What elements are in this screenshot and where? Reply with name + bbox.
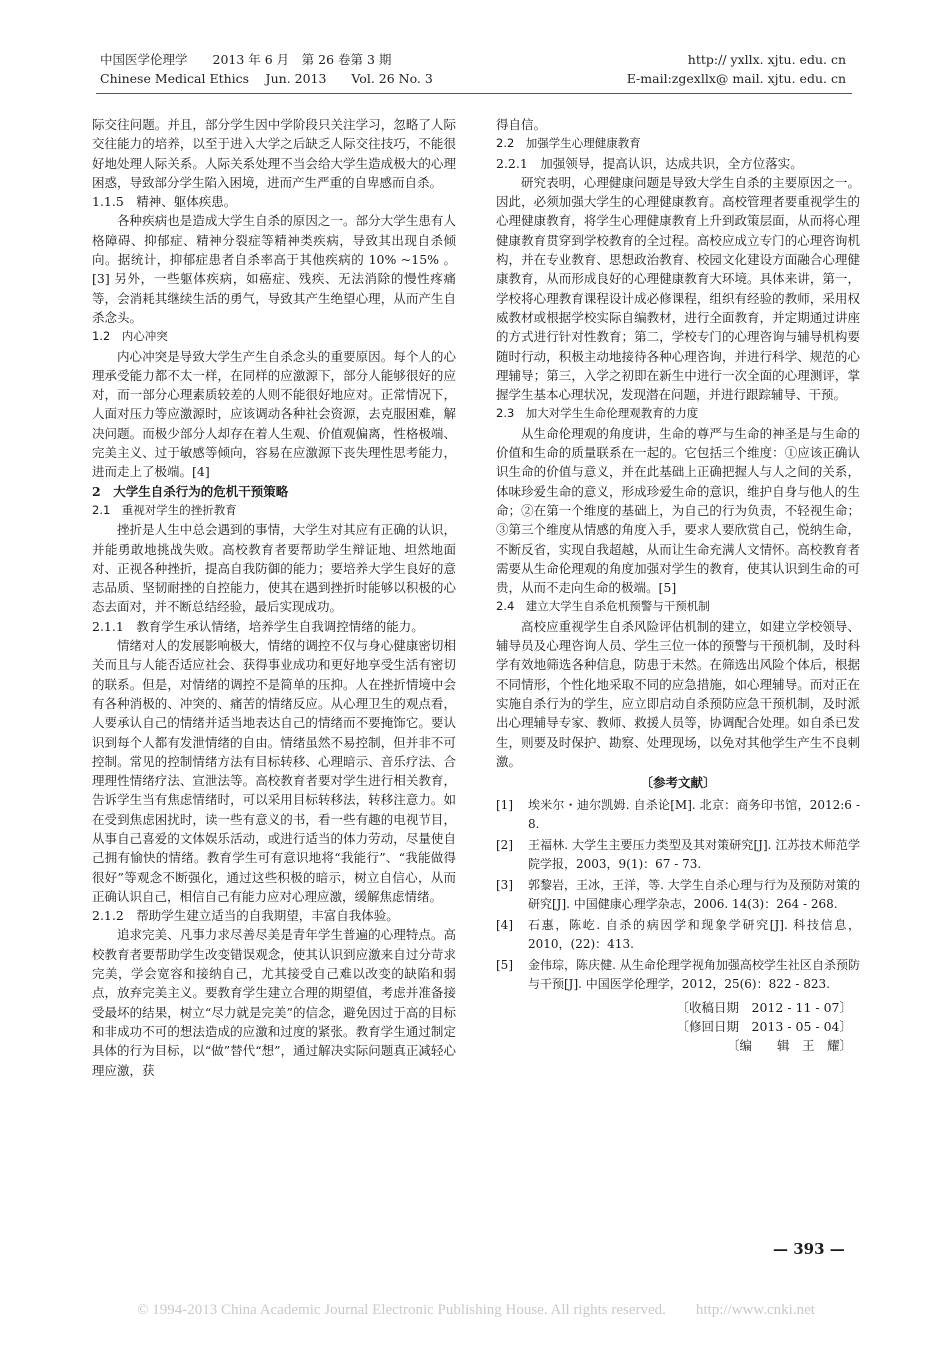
paragraph: 挫折是人生中总会遇到的事情，大学生对其应有正确的认识，并能勇敢地挑战失败。高校教育者要帮助学生辩证地、坦然地面对、正视各种挫折，提高自我防御的能力；要培养大学生良好的意志品质、坚韧耐挫的自控能力，使其在遇到挫折时能够以积极的心态去面对，并不断总结经验，最后实现成功。 [92,522,456,615]
paragraph: 追求完美、凡事力求尽善尽美是青年学生普遍的心理特点。高校教育者要帮助学生改变错误观念，使其认识到应激来自过分苛求完美，学会宽容和接纳自己，尤其接受自己难以改变的缺陷和弱点，放弃完美主义。要教育学生建立合理的期望值，考虑并准备接受最坏的结果，树立“尽力就是完美”的信念，避免因过于高的目标和非成功不可的想法造成的应激和过度的紧张。教育学生通过制定具体的行为目标，以“做”替代“想”，通过解决实际问题真正减轻心理应激，获 [92,927,456,1078]
reference-text: 石惠，陈屹. 自杀的病因学和现象学研究[J]. 科技信息，2010，(22)：413. [528,918,860,952]
journal-header-en: Chinese Medical Ethics Jun. 2013 Vol. 26 No. 3 [100,71,433,86]
reference-item [496,956,860,994]
right-column-text [496,115,860,771]
section-heading: 1.1.5 精神、躯体疾患。 [92,194,237,210]
paragraph: 内心冲突是导致大学生产生自杀念头的重要原因。每个人的心理承受能力都不太一样，在同样的应激源下，部分人能够很好的应对，而一部分心理素质较差的人则不能很好地应对。正常情况下，人面对压力等应激源时，应该调动各种社会资源，去克服困难，解决问题。而极少部分人却存在着人生观、价值观偏离，性格极端、完美主义、过于敏感等倾向，容易在应激源下丧失理性思考能力，进而走上了极端。[4] [92,348,456,480]
reference-text: 王福林. 大学生主要压力类型及其对策研究[J]. 江苏技术师范学院学报，2003，9(1)：67 - 73. [528,838,860,872]
copyright-watermark: © 1994-2013 China Academic Journal Electronic Publishing House. All rights reserved. http://www.cnki.net [137,1302,815,1318]
reference-number: [2] [496,838,513,853]
journal-url: http:// yxllx. xjtu. edu. cn [687,52,846,67]
references-list [496,796,860,994]
reference-text: 郭黎岩，王冰，王洋，等. 大学生自杀心理与行为及预防对策的研究[J]. 中国健康心理学杂志，2006. 14(3)：264 - 268. [528,878,860,912]
section-heading: 2 大学生自杀行为的危机干预策略 [92,483,289,499]
journal-email: E-mail:zgexllx@ mail. xjtu. edu. cn [626,71,846,86]
paragraph: 高校应重视学生自杀风险评估机制的建立，如建立学校领导、辅导员及心理咨询人员、学生三位一体的预警与干预机制，及时科学有效地筛选各种信息，防患于未然。在筛选出风险个体后，根据不同情形，个性化地采取不同的应急措施，如心理辅导。而对正在实施自杀行为的学生，应立即启动自杀预防应急干预机制，及时派出心理辅导专家、教师、救援人员等，协调配合处理。如自杀已发生，则要及时保护、勘察、处理现场，以免对其他学生产生不良刺激。 [496,618,860,769]
section-heading: 2.1.1 教育学生承认情绪，培养学生自我调控情绪的能力。 [92,618,424,634]
section-heading: 2.2 加强学生心理健康教育 [496,136,641,151]
journal-header-left [100,50,433,88]
journal-header-cn: 中国医学伦理学 2013 年 6 月 第 26 卷第 3 期 [100,52,392,67]
section-heading: 2.1.2 帮助学生建立适当的自我期望，丰富自我体验。 [92,908,399,924]
reference-number: [5] [496,958,513,973]
reference-number: [4] [496,918,513,933]
paragraph: 际交往问题。并且，部分学生因中学阶段只关注学习，忽略了人际交往能力的培养，以至于进入大学之后缺乏人际交往技巧，不能很好地处理人际关系。人际关系处理不当会给大学生造成极大的心理困惑，导致部分学生陷入困境，进而产生严重的自卑感而自杀。 [92,117,456,190]
section-heading: 2.3 加大对学生生命伦理观教育的力度 [496,406,699,421]
section-heading: 2.2.1 加强领导，提高认识，达成共识，全方位落实。 [496,155,803,171]
paragraph: 各种疾病也是造成大学生自杀的原因之一。部分大学生患有人格障碍、抑郁症、精神分裂症等精神类疾病，导致其出现自杀倾向。据统计，抑郁症患者自杀率高于其他疾病的 10% ~15% 。[3] 另外，一些躯体疾病，如癌症、残疾、无法消除的慢性疼痛等，会消耗其继续生活的勇气，导致其产生绝望心理，从而产生自杀念头。 [92,213,456,325]
section-heading: 2.1 重视对学生的挫折教育 [92,502,237,517]
reference-item [496,796,860,834]
editor-line: 〔编 辑 王 耀〕 [726,1038,852,1054]
paragraph: 从生命伦理观的角度讲，生命的尊严与生命的神圣是与生命的价值和生命的质量联系在一起的。它包括三个维度：①应该正确认识生命的价值与意义，并在此基础上正确把握人与人之间的关系，体味珍爱生命的意义，形成珍爱生命的意识，维护自身与他人的生命；②在第一个维度的基础上，为自己的行为负责，不轻视生命；③第三个维度从情感的角度入手，要求人要欣赏自己，悦纳生命，不断反省，实现自我超越，从而让生命充满人文情怀。高校教育者需要从生命伦理观的角度加强对学生的教育，使其认识到生命的可贵，从而不走向生命的极端。[5] [496,425,860,596]
paragraph: 得自信。 [496,117,547,132]
reference-text: 金伟琮，陈庆健. 从生命伦理学视角加强高校学生社区自杀预防与干预[J]. 中国医学伦理学，2012，25(6)：822 - 823. [528,958,860,992]
revised-date: 〔修回日期 2013 - 05 - 04〕 [676,1019,852,1035]
reference-text: 埃米尔・迪尔凯姆. 自杀论[M]. 北京：商务印书馆，2012:6 - 8. [528,798,860,832]
journal-header-right [627,50,846,88]
header-rule [96,93,852,94]
reference-item [496,836,860,874]
section-heading: 2.4 建立大学生自杀危机预警与干预机制 [496,599,710,614]
reference-number: [3] [496,878,513,893]
section-heading: 1.2 内心冲突 [92,329,168,344]
reference-item [496,876,860,914]
paragraph: 情绪对人的发展影响极大，情绪的调控不仅与身心健康密切相关而且与人能否适应社会、获得事业成功和更好地享受生活有密切的联系。但是，对情绪的调控不是简单的压抑。人在挫折情境中会有各种消极的、冲突的、痛苦的情绪反应。从心理卫生的观点看，人要承认自己的情绪并适当地表达自己的情绪而不要掩饰它。要认识到每个人都有发泄情绪的自由。情绪虽然不易控制，但并非不可控制。常见的控制情绪方法有目标转移、心理暗示、音乐疗法、合理理性情绪疗法、宣泄法等。高校教育者要对学生进行相关教育，告诉学生当有焦虑情绪时，可以采用目标转移法，转移注意力。如在受到焦虑困扰时，读一些有意义的书，看一些有趣的电视节目，从事自己喜爱的文体娱乐活动，或进行适当的体力劳动，尽量使自己拥有愉快的情绪。教育学生可有意识地将“我能行”、“我能做得很好”等观念不断强化，通过这些积极的暗示，树立自信心，从而正确认识自己，相信自己有能力应对心理应激，缓解焦虑情绪。 [92,638,456,904]
reference-number: [1] [496,798,513,813]
right-column [496,115,860,1055]
page-number: — 393 — [773,1240,845,1258]
reference-item [496,916,860,954]
left-column [92,115,456,1080]
article-dates [496,998,860,1055]
paragraph: 研究表明，心理健康问题是导致大学生自杀的主要原因之一。因此，必须加强大学生的心理健康教育。高校管理者要重视学生的心理健康教育，将学生心理健康教育上升到政策层面，从而将心理健康教育贯穿到学校教育的全过程。高校应成立专门的心理咨询机构，并在专业教育、思想政治教育、校园文化建设方面融合心理健康教育，从而形成良好的心理健康教育大环境。具体来讲，第一，学校将心理教育课程设计成必修课程，组织有经验的教师，采用权威教材或根据学校实际自编教材，进行全面教育，并定期通过讲座的方式进行针对性教育；第二，学校专门的心理咨询与辅导机构要随时行动，积极主动地接待各种心理咨询，并进行科学、规范的心理辅导；第三，入学之初即在新生中进行一次全面的心理测评，掌握学生基本心理状况，发现潜在问题，并进行跟踪辅导、干预。 [496,174,860,403]
references-heading: 〔参考文献〕 [640,775,716,791]
received-date: 〔收稿日期 2012 - 11 - 07〕 [676,1000,852,1016]
